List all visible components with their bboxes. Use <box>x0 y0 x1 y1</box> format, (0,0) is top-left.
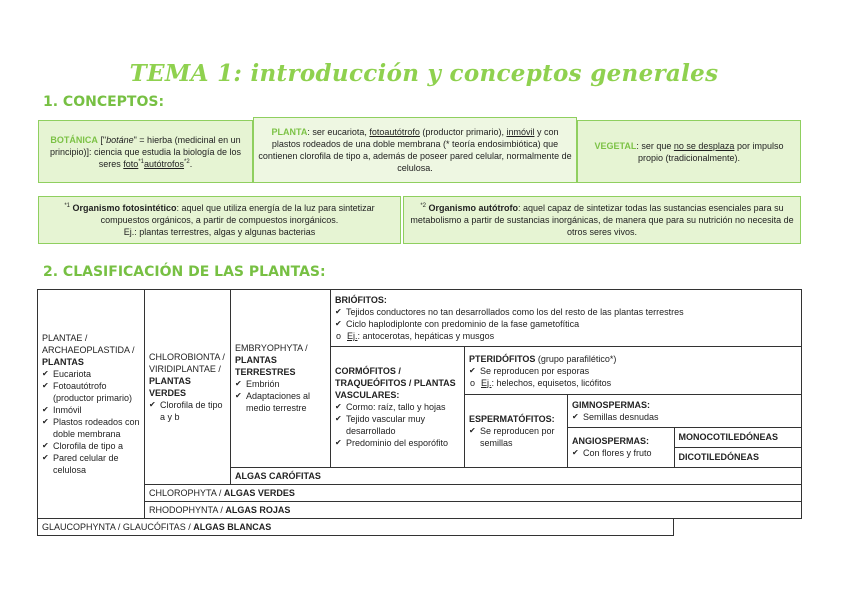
text-underlined: autótrofos <box>143 158 185 169</box>
list-item: ✔ Embrión <box>235 378 326 390</box>
list-item: ✔ Plastos rodeados con doble membrana <box>42 416 140 440</box>
term-planta: PLANTA <box>271 127 308 137</box>
text: : ser eucariota, <box>307 127 370 137</box>
briofitos-list <box>335 306 797 330</box>
text-bold: ALGAS BLANCAS <box>193 521 272 532</box>
list-item: ✔ Se reproducen por semillas <box>469 425 563 449</box>
list-item: ✔ Se reproducen por esporas <box>469 365 797 377</box>
list-item: ✔ Clorofila de tipo a <box>42 440 140 452</box>
text-underlined: Ej. <box>347 331 358 341</box>
gimnospermas-list <box>572 411 798 423</box>
text: : antocerotas, hepáticas y musgos <box>357 331 495 341</box>
cell-chlorobionta <box>145 290 231 485</box>
text-bold: ALGAS ROJAS <box>225 504 291 515</box>
text-bold: PTERIDÓFITOS <box>469 353 536 364</box>
footnote-mark: *2 <box>420 203 426 209</box>
angiospermas-list <box>572 447 670 459</box>
cell-plantae <box>38 290 145 519</box>
chlorobionta-list <box>149 399 226 423</box>
spermatophyta-subtable <box>568 395 802 467</box>
cell-pteridofitos <box>465 347 802 395</box>
text-underlined: inmóvil <box>506 127 535 137</box>
text: ARCHAEOPLASTIDA / <box>42 344 135 355</box>
text: EMBRYOPHYTA / <box>235 343 308 354</box>
concept-planta <box>253 117 577 183</box>
example-item <box>469 377 797 389</box>
term-vegetal: VEGETAL <box>594 140 637 151</box>
footnote-ref: *2 <box>184 158 190 165</box>
text: . <box>189 158 193 169</box>
list-item: ✔ Predominio del esporófito <box>335 437 460 449</box>
page-title: TEMA 1: introducción y conceptos generales <box>129 60 719 87</box>
classification-table <box>37 289 802 536</box>
footnote-ref: *1 <box>138 158 144 165</box>
text-bold: CORMÓFITOS / TRAQUEÓFITOS / PLANTAS VASCULARES: <box>335 365 456 400</box>
footnote-mark: *1 <box>64 203 71 209</box>
note-autotrofo <box>403 196 801 244</box>
section-heading-concepts: 1. CONCEPTOS: <box>43 94 165 110</box>
text-bold: ANGIOSPERMAS: <box>572 436 650 446</box>
text-bold: PLANTAS TERRESTRES <box>235 355 296 378</box>
list-item: ✔ Pared celular de celulosa <box>42 452 140 476</box>
note-fotosintetico <box>38 196 401 244</box>
text: " = hierba (medicinal en un principio)]: ciencia que estudia la biología de los seres <box>49 134 242 169</box>
cell-glaucophyta <box>38 518 674 535</box>
list-item: ✔ Tejido vascular muy desarrollado <box>335 413 460 437</box>
text: : ser que <box>636 140 674 151</box>
text-bold: PLANTAS VERDES <box>149 375 191 398</box>
text-underlined: fotoautótrofo <box>369 127 420 137</box>
cell-rhodophyta <box>145 501 802 518</box>
text-example: Ej.: plantas terrestres, algas y algunas bacterias <box>123 227 316 237</box>
espermatofitos-list <box>469 425 563 449</box>
list-item: ✔ Tejidos conductores no tan desarrollados como los del resto de las plantas terrestres <box>335 306 797 318</box>
list-item: ✔ Ciclo haplodiplonte con predominio de la fase gametofítica <box>335 318 797 330</box>
list-item: ✔ Fotoautótrofo (productor primario) <box>42 380 140 404</box>
text: RHODOPHYNTA / <box>149 504 226 515</box>
list-item: ✔ Clorofila de tipo a y b <box>149 399 226 423</box>
list-item: ✔ Eucariota <box>42 368 140 380</box>
cell-semillas <box>568 395 802 468</box>
plantae-list <box>42 368 140 476</box>
text: : aquel que utiliza energía de la luz para sintetizar compuestos orgánicos, a partir de compuestos inorgánicos. <box>100 203 375 225</box>
term-fotosintetico: Organismo fotosintético <box>70 203 177 213</box>
text-underlined: Ej. <box>481 377 492 388</box>
cell-angiospermas <box>568 427 674 467</box>
cell-algas-carofitas: ALGAS CARÓFITAS <box>231 467 802 484</box>
text-bold: ALGAS VERDES <box>223 487 295 498</box>
pteridofitos-list <box>469 365 797 377</box>
list-item: ✔ Cormo: raíz, tallo y hojas <box>335 401 460 413</box>
text: por impulso propio (tradicionalmente). <box>637 140 784 163</box>
text: CHLOROPHYTA / <box>149 487 224 498</box>
text-bold: PLANTAS <box>42 356 84 367</box>
text: : aquel capaz de sintetizar todas las sustancias esenciales para su metabolismo a partir de sustancias inorgánicas, de manera que para su nutrición no necesita de otros seres vivos. <box>410 203 794 237</box>
cell-monocot: MONOCOTILEDÓNEAS <box>674 427 802 447</box>
cormofitos-list <box>335 401 460 449</box>
text: : helechos, equisetos, licófitos <box>491 377 612 388</box>
list-item: ✔ Adaptaciones al medio terrestre <box>235 390 326 414</box>
cell-cormofitos <box>331 347 465 468</box>
embryophyta-list <box>235 378 326 414</box>
text-bold: ESPERMATÓFITOS: <box>469 413 555 424</box>
text: PLANTAE / <box>42 332 88 343</box>
text: (grupo parafilético*) <box>535 353 617 364</box>
text-underlined: no se desplaza <box>673 140 735 151</box>
concept-vegetal <box>577 120 801 183</box>
term-autotrofo: Organismo autótrofo <box>426 203 518 213</box>
text: CHLOROBIONTA / VIRIDIPLANTAE / <box>149 351 225 374</box>
cell-embryophyta <box>231 290 331 468</box>
cell-chlorophyta <box>145 484 802 501</box>
cell-briofitos <box>331 290 802 347</box>
concept-botanica <box>38 120 253 183</box>
term-botanica: BOTÁNICA <box>50 134 98 145</box>
text: (productor primario), <box>419 127 507 137</box>
text-italic: botáne <box>106 134 134 145</box>
cell-dicot: DICOTILEDÓNEAS <box>678 452 760 462</box>
cell-espermatofitos <box>465 395 568 468</box>
cell-gimnospermas <box>568 395 802 427</box>
text: [" <box>97 134 107 145</box>
text-bold: GIMNOSPERMAS: <box>572 399 651 410</box>
list-item: ✔ Con flores y fruto <box>572 447 670 459</box>
text: y con plastos rodeados de una doble membrana (* teoría endosimbiótica) que contienen clorofila de tipo a, además de poseer pared celular, normalmente de celulosa. <box>258 127 572 173</box>
list-item: ✔ Semillas desnudas <box>572 411 798 423</box>
text-bold: BRIÓFITOS: <box>335 295 387 305</box>
section-heading-clasificacion: 2. CLASIFICACIÓN DE LAS PLANTAS: <box>43 264 326 280</box>
example-item <box>335 330 797 342</box>
text-underlined: foto <box>123 158 139 169</box>
list-item: ✔ Inmóvil <box>42 404 140 416</box>
text: GLAUCOPHYNTA / GLAUCÓFITAS / <box>42 521 194 532</box>
